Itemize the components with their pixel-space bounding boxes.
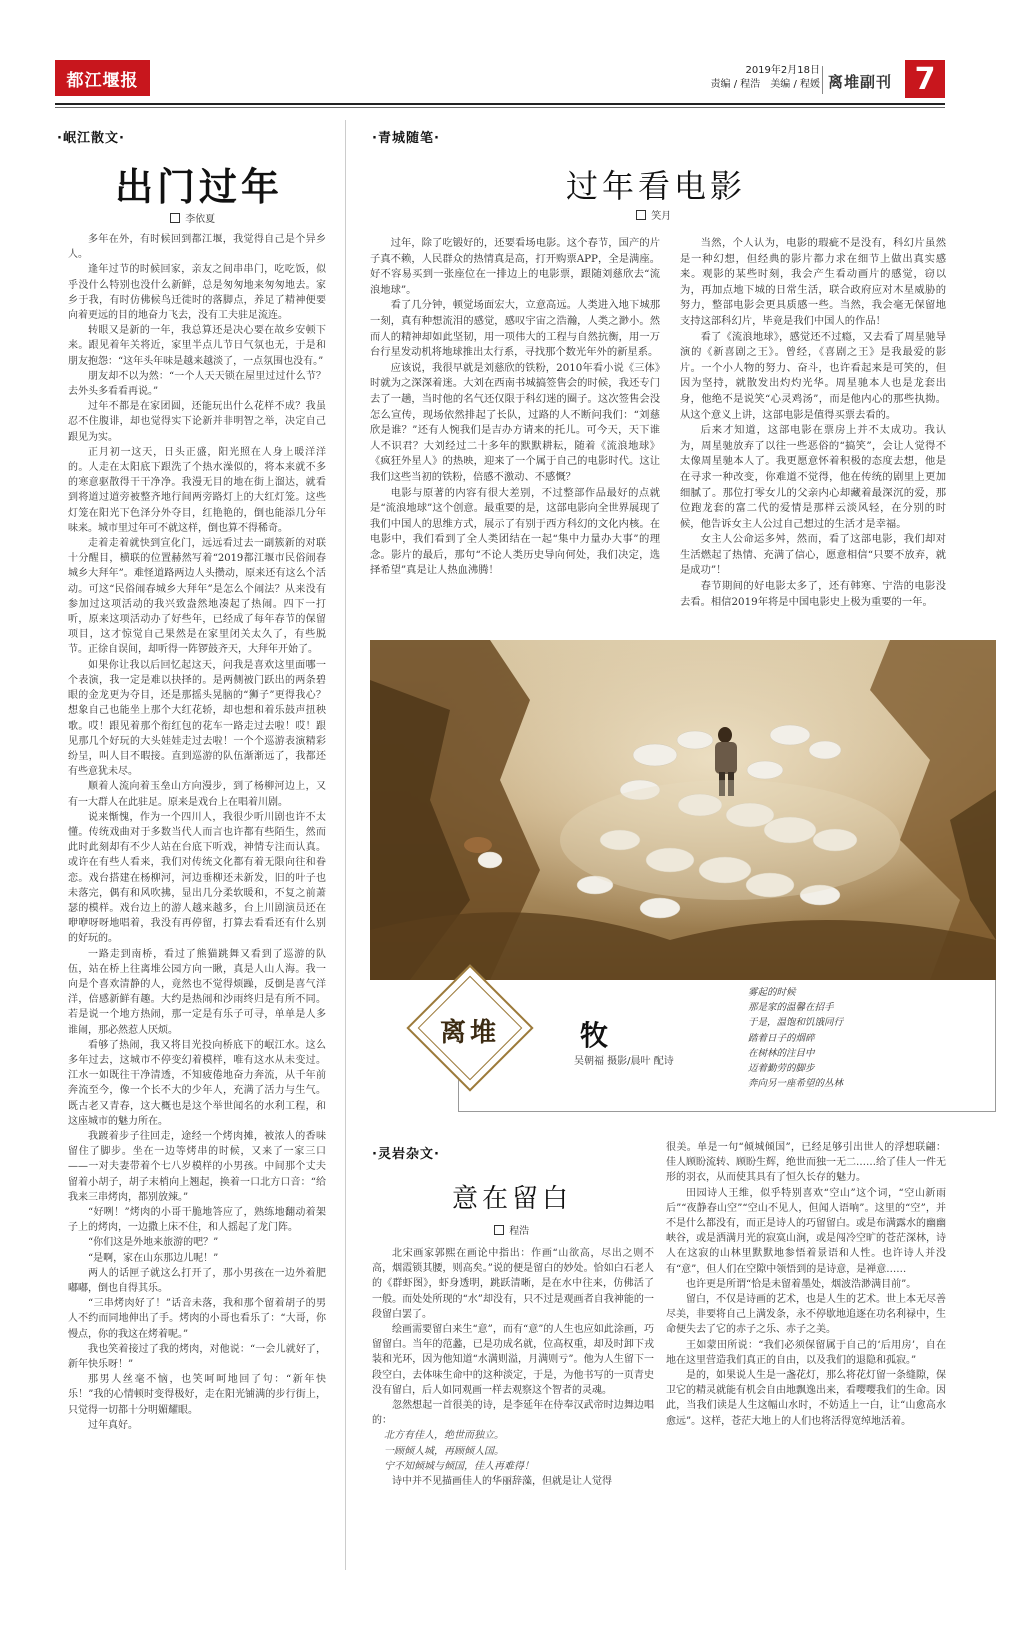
column-name: 离堆副刊 <box>828 73 893 91</box>
paragraph: 诗中并不见描画佳人的华丽辞藻，但就是让人觉得 <box>392 1476 612 1488</box>
paragraph: 我踱着步子往回走，途经一个烤肉摊，被浓人的香味留住了脚步。坐在一边等烤串的时候，又来了一家三口——一对夫妻带着个七八岁模样的小男孩。中间那个丈夫留着小胡子，胡子末梢向上翘起，换着一口北方口音：“给我来三串烤肉，都别放辣。” <box>68 1130 326 1203</box>
paragraph: 走着走着就快到宣化门，远远看过去一副簇新的对联十分醒目，横联的位置赫然写着“2019都江堰市民俗闹春城乡大拜年”。难怪道路两边人头攒动，原来还有这么个活动。可这“民俗闹春城乡大拜年”是怎么个闹法？从来没有参加过这项活动的我兴致盎然地凑起了热闹。四下一打听，原来这项活动办了好些年，已经成了每年春节的保留项目，这才惊觉自己果然是在家里闭关太久了，有些脱节。正徐自误间，却听得一阵锣鼓齐天，大拜年开始了。 <box>68 538 326 656</box>
poem-line: 踏着日子的烟碎 <box>748 1032 815 1044</box>
paragraph: “好咧！”烤肉的小哥干脆地答应了，熟练地翻动着架子上的烤肉，一边撒上床不住，和人摇起了龙门阵。 <box>68 1207 326 1234</box>
paragraph: 看了《流浪地球》，感觉还不过瘾，又去看了周星驰导演的《新喜剧之王》。曾经，《喜剧之王》是我最爱的影片。一个小人物的努力、奋斗，也许看起来是可笑的，但因为坚持，就散发出灼灼光华。周星驰本人也是龙套出身，他绝不是说笑“心灵鸡汤”，而是他内心的那些执拗。从这个意义上讲，这部电影是值得买票去看的。 <box>680 330 946 421</box>
masthead-rule <box>55 103 945 105</box>
paragraph: 正月初一这天，日头正盛，阳光照在人身上暖洋洋的。人走在太阳底下跟洗了个热水澡似的，将本来就不多的寒意驱散得干干净净。我漫无目的地在街上溜达，就看到将道过道旁被整齐地行间两旁路灯上的大红灯笼。这些灯笼在阳光下色泽分外夺目，红艳艳的，倒也能添几分年味来。城市里过年可不就这样，倒也算不得稀奇。 <box>68 446 326 534</box>
paragraph: 逢年过节的时候回家，亲友之间串串门，吃吃饭，似乎没什么特别也没什么新鲜，总是匆匆地来匆匆地去。家乡于我，有时仿佛候鸟迁徙时的落脚点，养足了精神便要向着更远的目的地奋力飞去，没有工夫驻足流连。 <box>68 264 326 322</box>
article3-author: 程浩 <box>509 1226 530 1237</box>
paragraph: 北宋画家郭熙在画论中指出：作画“山欲高，尽出之则不高，烟霞锁其腰，则高矣。”说的便是留白的妙处。恰如白石老人的《群虾图》，虾身透明，跳跃清晰，是在水中往来，仿佛活了一般。而处处所现的“水”却没有，只不过是观画者自我神能的一段留白罢了。 <box>372 1248 654 1320</box>
article2-title: 过年看电影 <box>566 167 747 205</box>
paragraph: 留白，不仅是诗画的艺术，也是人生的艺术。世上本无尽善尽美，非要将自己上满发条，永不停歇地追逐在功名利禄中，生命便失去了它的赤子之乐、赤子之美。 <box>666 1294 946 1336</box>
paragraph: 电影与原著的内容有很大差别，不过整部作品最好的点就是“流浪地球”这个创意。最重要的是，这部电影向全世界展现了我们中国人的思维方式，展示了有别于西方科幻的文化内核。在电影中，我们看到了全人类团结在一起“集中力量办大事”的理念。影片的最后，那句“不论人类历史导向何处，我们决定，选择希望”真是让人热血沸腾！ <box>370 486 660 577</box>
header-divider <box>822 66 823 94</box>
masthead-rule-thin <box>55 107 945 108</box>
column-divider <box>345 120 346 1570</box>
paragraph: 忽然想起一首很美的诗，是李延年在侍奉汉武帝时边舞边唱的： <box>372 1400 654 1427</box>
paragraph: 应该说，我很早就是刘慈欣的铁粉，2010年看小说《三体》时就为之深深着迷。大刘在西南书城搞签售会的时候，我还专门去了一趟，当时他的名气还仅限于科幻迷的圈子。这次签售会没怎么宣传，现场依然排起了长队，过路的人不断问我们：“刘慈欣是谁？”还有人惋我们是吉办方请来的托儿。可今天，天下谁人不识君？大刘经过二十多年的默默耕耘，随着《流浪地球》《疯狂外星人》的热映，迎来了一个属于自己的电影时代。这让我们这些当初的铁粉，倍感不激动、不感慨？ <box>370 361 660 483</box>
poem-line: 迈着勤劳的脚步 <box>748 1063 815 1075</box>
article3-col2 <box>666 1140 946 1568</box>
paragraph: 多年在外，有时候回到都江堰，我觉得自己是个异乡人。 <box>68 234 326 261</box>
goat-herding-photo <box>370 640 996 980</box>
article2-byline <box>636 207 671 222</box>
paragraph: 很美。单是一句“倾城倾国”，已经足够引出世人的浮想联翩：佳人顾盼流转、顾盼生辉，绝世而独一无二……给了佳人一件无形的羽衣，从而使其具有了恒久长存的魅力。 <box>666 1142 946 1184</box>
paragraph: 那男人丝毫不恼，也笑呵呵地回了句：“新年快乐！”我的心情顿时变得极好，走在阳光铺满的步行街上，只觉得一切都十分明媚耀眼。 <box>68 1374 326 1416</box>
paragraph: 春节期间的好电影太多了，还有韩寒、宁浩的电影没去看。相信2019年将是中国电影史上极为重要的一年。 <box>680 580 946 608</box>
article2-author: 笑月 <box>651 211 672 222</box>
paragraph: 女主人公命运多舛，然而，看了这部电影，我们却对生活燃起了热情、充满了信心，愿意相信“只要不放弃，就是成功”！ <box>680 533 946 577</box>
paragraph: 当然，个人认为，电影的瑕疵不是没有，科幻片虽然是一种幻想，但经典的影片都力求在细节上做出真实感来。观影的某些时刻，我会产生看动画片的感觉，窃以为，再加点地下城的日常生活，联合政府应对木星威胁的努力，整部电影会更具质感一些。当然，我会毫无保留地支持这部科幻片，毕竟是我们中国人的作品！ <box>680 237 946 327</box>
article2-col2 <box>680 236 946 636</box>
paragraph: “是啊，家在山东那边儿呢！” <box>88 1252 219 1264</box>
goat-herding-illustration <box>370 640 996 980</box>
paragraph: 过年，除了吃锻好的，还要看场电影。这个春节，国产的片子真不赖，人民群众的热情真是高，打开购票APP，全是满座。好不容易买到一张座位在一排边上的电影票，跟随刘慈欣去“流浪地球”。 <box>370 237 660 296</box>
newspaper-logo <box>55 60 150 96</box>
feature-title: 牧 <box>580 1019 613 1052</box>
issue-date: 2019年2月18日 <box>745 65 820 76</box>
paragraph: 如果你让我以后回忆起这天，问我是喜欢这里面哪一个表演，我一定是难以抉择的。是两侧被门跃出的两条碧眼的金龙更为夺目，还是那摇头晃脑的“狮子”更得我心？想象自己也能坐上那个大红花轿，却也想和着乐鼓声扭秧歌。哎！跟见着那个衔红包的花车一路走过去啦！哎！跟见那几个好玩的大头娃娃走过去啦！一个个巡游表演精彩纷呈，叫人目不暇接。直到巡游的队伍渐渐远了，我都还有些意犹未尽。 <box>68 659 326 778</box>
feature-badge-label: 离堆 <box>439 1018 500 1048</box>
paragraph: 过年真好。 <box>88 1419 138 1431</box>
page-number: 7 <box>905 60 945 98</box>
poem-line: 奔向另一座希望的丛林 <box>748 1078 844 1090</box>
paragraph: 后来才知道，这部电影在票房上并不太成功。我认为，周星驰放弃了以往一些恶俗的“搞笑”，会让人觉得不太像周星驰本人了。我更愿意怀着积极的态度去想，他是在寻求一种改变，你难道不觉得，他在传统的剧里上更加细腻了。那位打零女儿的父亲内心却藏着最深沉的爱，那位跑龙套的富二代的爱情是那样云淡风轻，在分别的时候，他告诉女主人公过自己想过的生活才是幸福。 <box>680 424 946 530</box>
editors: 责编 / 程浩 美编 / 程媛 <box>710 79 820 90</box>
article3-section-label: ·灵岩杂文· <box>372 1147 440 1162</box>
article1-section-label: ·岷江散文· <box>57 131 125 146</box>
paragraph: 两人的话匣子就这么打开了，那小男孩在一边外着肥嘟嘟，倒也自得其乐。 <box>68 1267 326 1295</box>
verse-line: 宁不知倾城与倾国，佳人再难得！ <box>384 1460 534 1472</box>
poem-line: 于是，温饱和饥饿同行 <box>748 1017 844 1029</box>
article1-byline <box>170 210 215 225</box>
poem-line: 在树林的注目中 <box>748 1047 815 1059</box>
verse-line: 北方有佳人，绝世而独立。 <box>384 1430 504 1442</box>
verse-line: 一顾倾人城，再顾倾人国。 <box>384 1445 504 1457</box>
paragraph: 朋友却不以为然：“一个人天天锁在屋里过过什么节？去外头多看看再说。” <box>68 370 326 398</box>
article2-section-label: ·青城随笔· <box>372 131 440 146</box>
paragraph: 转眼又是新的一年，我总算还是决心要在故乡安顿下来。跟见着年关将近，家里半点儿节日气氛也无，于是和朋友抱怨：“这年头年味是越来越淡了，一点氛围也没有。” <box>68 325 326 367</box>
paragraph: 王如蒙田所说：“我们必须保留属于自己的‘后用房’，自在地在这里营造我们真正的自由，以及我们的退隐和孤寂。” <box>666 1339 946 1366</box>
article2-col1 <box>370 236 660 636</box>
paragraph: 我也笑着接过了我的烤肉，对他说：“一会儿就好了，新年快乐呀！” <box>68 1343 326 1371</box>
header-meta <box>680 64 820 92</box>
poem-line: 雾起的时候 <box>748 987 796 998</box>
paragraph: “三串烤肉好了！”话音未落，我和那个留着胡子的男人不约而同地伸出了手。烤肉的小哥也看乐了：“大哥，你慢点，你的我这在烤着呢。” <box>68 1298 326 1340</box>
poem-line: 那是家的温馨在招手 <box>748 1002 834 1014</box>
paragraph: 看了几分钟，顿觉场面宏大，立意高远。人类进入地下城那一刻，真有种想流泪的感觉，感叹宇宙之浩瀚，人类之渺小。然而人的精神却如此坚韧，用一项伟大的工程与自然抗衡，用一万台行星发动机将地球推出太行系，寻找那个数光年外的新星系。 <box>370 299 660 359</box>
paragraph: 一路走到南桥，看过了熊猫跳舞又看到了巡游的队伍，站在桥上往离堆公园方向一瞅，真是人山人海。我一向是个喜欢清静的人，竟然也不觉得烦躁，反倒是喜气洋洋，倍感新鲜有趣。大约是热闹和沙雨终归是有所不同。若是说一个地方热闹，那一定是有乐子可寻，单单是人多谁闹，那必然惹人厌烦。 <box>68 948 326 1036</box>
paragraph: 说来惭愧，作为一个四川人，我很少听川剧也许不太懂。传统戏曲对于多数当代人而言也许都有些陌生，然而此时此刻却有不少人站在台底下听戏，神情专注而认真。或许在有些人看来，我们对传统文化都有着无限向往和眷恋。戏台搭建在杨柳河，河边垂柳还未新发，旧的叶子也未落完，偶有和风吹拂，显出几分柔软暖和，不复之前萧瑟的模样。戏台边上的游人越来越多，台上川剧演员还在咿咿呀呀地唱着，我没有再停留，打算去看看还有什么别的好玩的。 <box>68 811 326 945</box>
paragraph: 田园诗人王维，似乎特别喜欢“空山”这个词，“空山新雨后”“夜静春山空”“空山不见人，但闻人语响”。这里的“空”，并不是什么都没有，而正是诗人的巧留留白。或是布满露水的幽幽峡谷，或是洒满月光的寂寞山涧，或是闯冷空旷的苍茫深林，诗人在这寂的山林里默默地参悟着景语和人性。也许诗人并没有“意”，但人们在空隙中领悟到的是诗意，是禅意…… <box>666 1187 946 1275</box>
feature-badge <box>400 958 540 1098</box>
article3-title: 意在留白 <box>452 1184 573 1214</box>
newspaper-logo-text: 都江堰报 <box>66 70 139 91</box>
article3-col1 <box>372 1246 654 1566</box>
article1-body <box>68 232 326 1567</box>
paragraph: 绘画需要留白来生“意”，而有“意”的人生也应如此涂画，巧留留白。当年的范蠡，已是功成名就，位高权重，却及时卸下戎装和光环，因为他知道“水满则溢，月满则亏”。他为人生留下一段空白，去体味生命中的这种淡定，于是，为他书写的一页青史没有留白，后人如同观画一样去观察这个智者的灵魂。 <box>372 1324 654 1396</box>
paragraph: 顺着人流向着玉垒山方向漫步，到了杨柳河边上，又有一大群人在此驻足。原来是戏台上在唱着川剧。 <box>68 781 326 808</box>
feature-credits: 吴朝福 摄影/晨叶 配诗 <box>574 1056 674 1067</box>
article3-byline <box>494 1222 529 1237</box>
article1-author: 李依夏 <box>185 214 216 225</box>
paragraph: 过年不都是在家团圆，还能玩出什么花样不成？我虽忍不住腹诽，却也觉得实下论新并非明智之举，决定自己跟见为实。 <box>68 401 326 443</box>
article1-title: 出门过年 <box>115 164 284 209</box>
paragraph: 看够了热闹，我又将目光投向桥底下的岷江水。这么多年过去，这城市不停变幻着模样，唯有这水从未变过。江水一如既往干净清透，不知疲倦地奋力奔流，从千年前奔流至今，像一个长不大的少年人，充满了活力与生气。既古老又青春，这大概也是这个举世闻名的水利工程，和这座城市的魅力所在。 <box>68 1039 326 1127</box>
feature-poem <box>748 985 948 1091</box>
paragraph: “你们这是外地来旅游的吧？” <box>88 1237 219 1249</box>
paragraph: 也许更是所谓“恰是未留着墨处，烟波浩渺满目前”。 <box>686 1278 917 1290</box>
paragraph: 是的，如果说人生是一盏花灯，那么将花灯留一条缝隙，保卫它的精灵就能有机会自由地飘逸出来，看嘤嘤我们的生命。因此，当我们读是人生这幅山水时，不妨适上一白，让“山愈高水愈远”。这样，苍茫大地上的人们也将活得宽绰地活着。 <box>666 1370 946 1427</box>
